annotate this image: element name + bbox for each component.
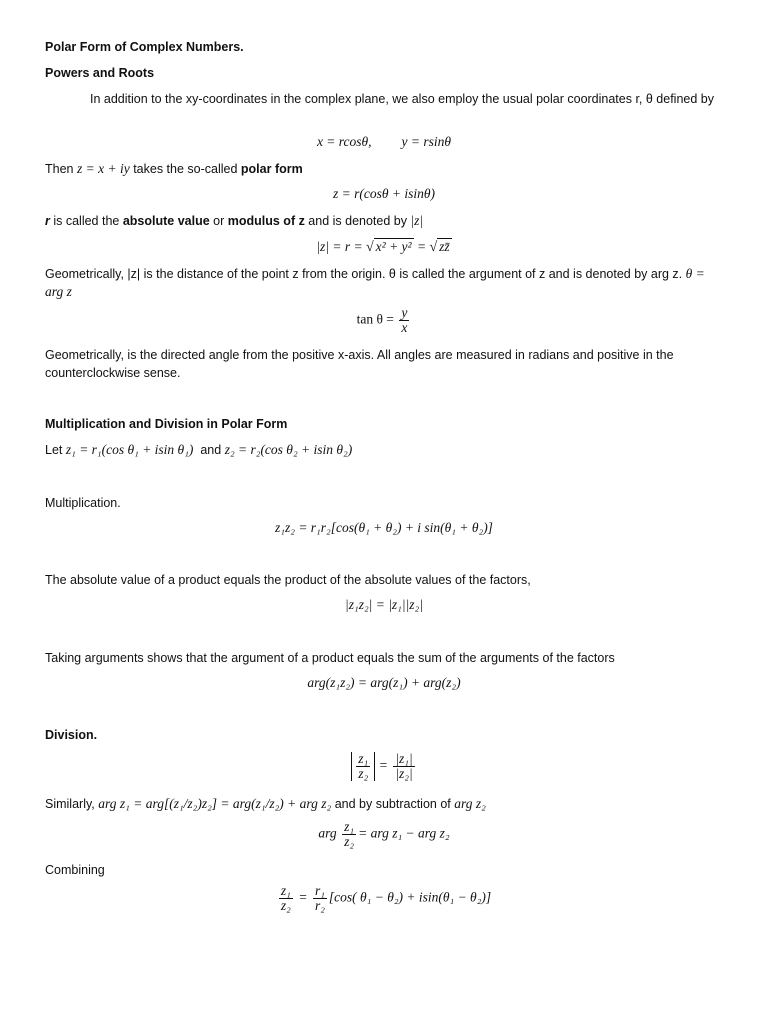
let-definitions: Let z₁ = r₁(cos θ₁ + isin θ₁) and z₂ = r₂(cos θ₂ + isin θ₂): [45, 442, 353, 457]
modulus-equation: |z| = r = √ x² + y² = √ zz̄: [316, 239, 450, 255]
geometric-meaning-paragraph: Geometrically, |z| is the distance of the point z from the origin. θ is called the argument of z and is denoted by arg z. θ = arg z: [45, 266, 705, 299]
tangent-equation: tan θ = $\frac{y}{x}$: [356, 305, 408, 335]
multiplication-equation: z₁z₂ = r₁r₂[cos(θ₁ + θ₂) + i sin(θ₁ + θ₂)]: [275, 520, 493, 535]
polar-form-intro: Then z = x + iy takes the so-called polar form: [45, 161, 303, 176]
absolute-product-text: The absolute value of a product equals the product of the absolute values of the factors,: [45, 573, 531, 587]
argument-sum-equation: arg(z₁z₂) = arg(z₁) + arg(z₂): [307, 675, 461, 690]
argument-sum-text: Taking arguments shows that the argument of a product equals the sum of the arguments of the factors: [45, 651, 615, 665]
combining-label: Combining: [45, 863, 105, 877]
section-heading-multiplication-division: Multiplication and Division in Polar Form: [45, 417, 288, 431]
intro-paragraph: In addition to the xy-coordinates in the complex plane, we also employ the usual polar coordinates r, θ defined by: [90, 92, 714, 106]
multiplication-label: Multiplication.: [45, 496, 121, 510]
angle-direction-paragraph: Geometrically, is the directed angle from the positive x-axis. All angles are measured in radians and positive in the counterclockwise sense.: [45, 348, 674, 380]
absolute-product-equation: |z₁z₂| = |z₁||z₂|: [345, 597, 423, 612]
argument-quotient-equation: arg $\frac{\text{z₁}}{\text{z₂}}$ = arg z₁ − arg z₂: [318, 819, 450, 849]
combined-division-equation: $\frac{\text{z₁}}{\text{z₂}}$ = $\frac{\text{r₁}}{\text{r₂}}$ [cos( θ₁ − θ₂) + isin(θ₁ − θ₂)]: [280, 883, 492, 913]
subtitle-heading: Powers and Roots: [45, 66, 155, 80]
similarly-paragraph: Similarly, arg z₁ = arg[(z₁/z₂)z₂] = arg(z₁/z₂) + arg z₂ and by subtraction of arg z₂: [45, 796, 486, 811]
polar-coordinates-equation: x = rcosθ, y = rsinθ: [316, 134, 452, 149]
polar-form-equation: z = r(cosθ + isinθ): [333, 186, 435, 201]
title-heading: Polar Form of Complex Numbers.: [45, 40, 244, 54]
division-absolute-equation: $\frac{\text{z₁}}{\text{z₂}}$ = $\frac{\text{|z₁|}}{\text{|z₂|}}$: [0, 752, 768, 781]
division-label: Division.: [45, 728, 98, 742]
modulus-definition: r is called the absolute value or modulus of z and is denoted by |z|: [45, 213, 424, 228]
